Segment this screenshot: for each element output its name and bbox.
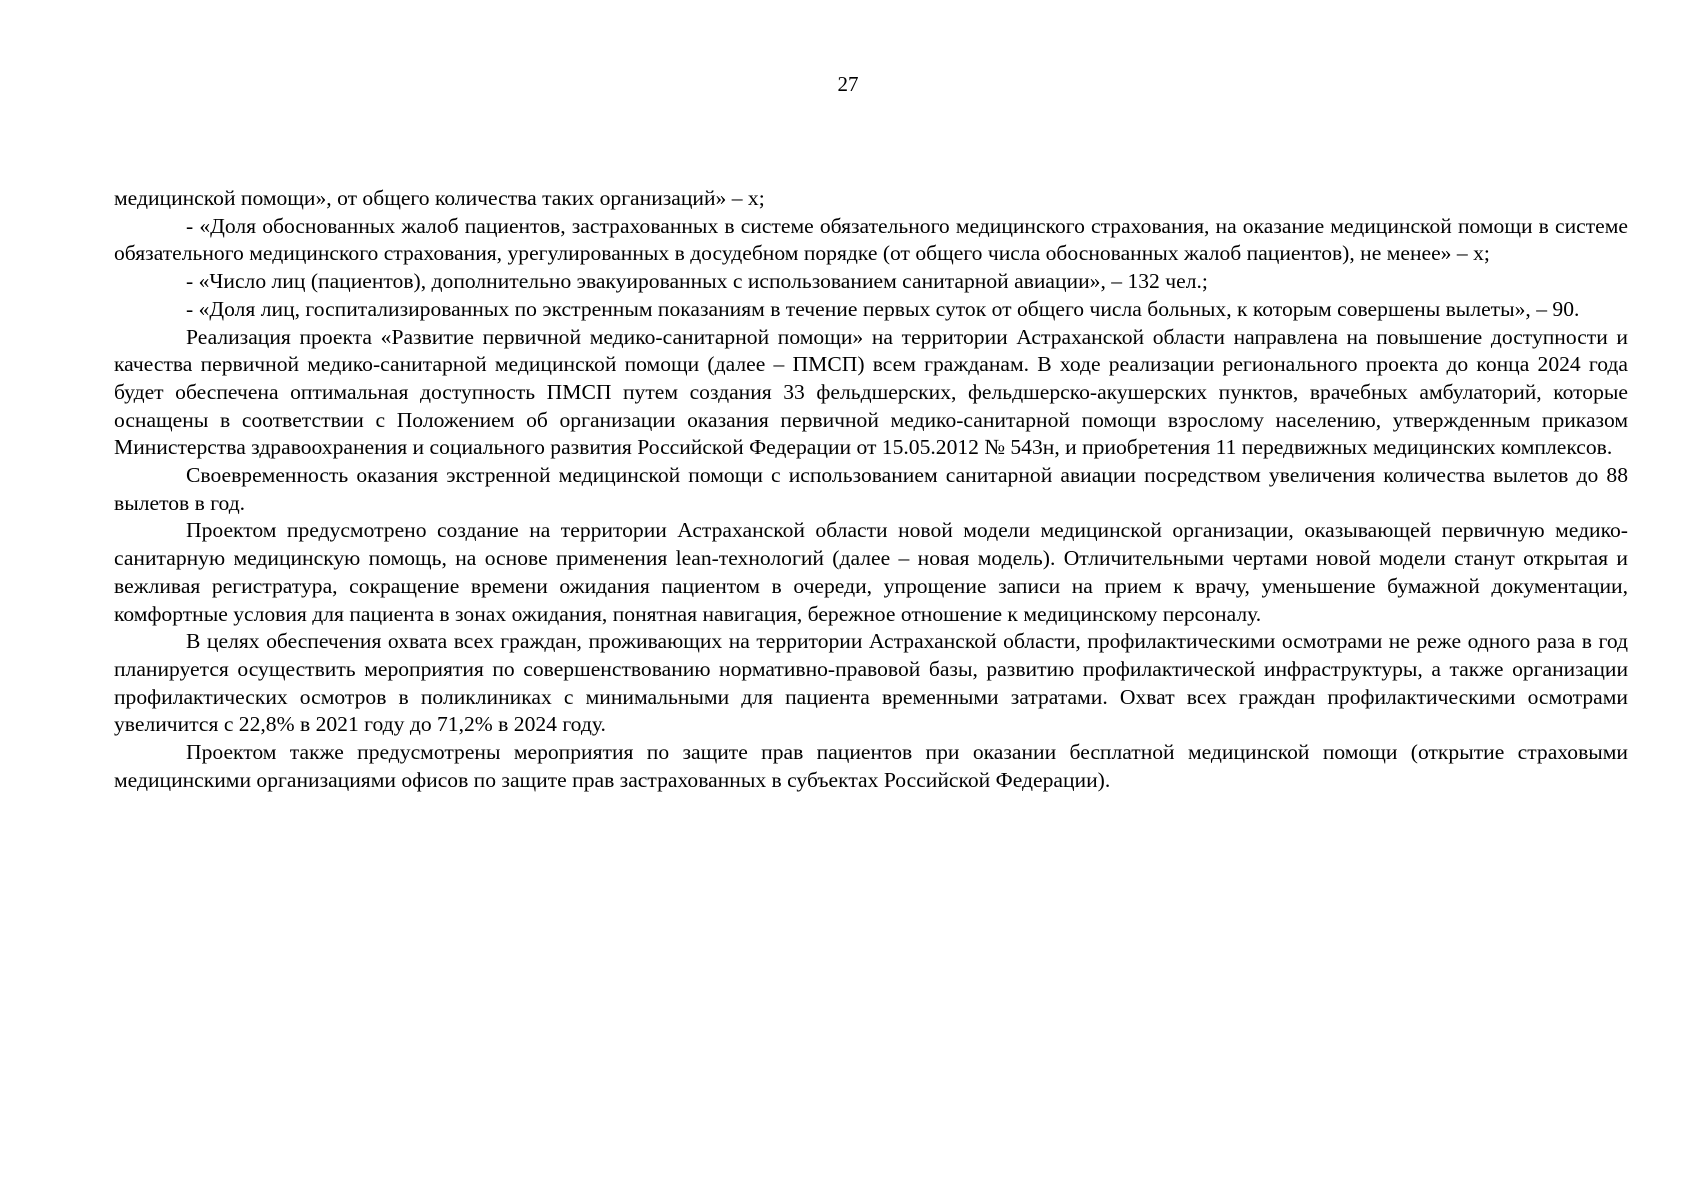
paragraph-continuation: медицинской помощи», от общего количества таких организаций» – х; bbox=[114, 186, 765, 210]
paragraph-new-model: Проектом предусмотрено создание на территории Астраханской области новой модели медицинской организации, оказывающей первичную медико-санитарную медицинскую помощь, на основе применения lean-технологий (далее – новая модель). Отличительными чертами новой модели станут открытая и вежливая регистратура, сокращение времени ожидания пациентом в очереди, упрощение записи на прием к врачу, уменьшение бумажной документации, комфортные условия для пациента в зонах ожидания, понятная навигация, бережное отношение к медицинскому персоналу. bbox=[114, 518, 1628, 626]
paragraph-primary-care-project: Реализация проекта «Развитие первичной медико-санитарной помощи» на территории Астраханской области направлена на повышение доступности и качества первичной медико-санитарной медицинской помощи (далее – ПМСП) всем гражданам. В ходе реализации регионального проекта до конца 2024 года будет обеспечена оптимальная доступность ПМСП путем создания 33 фельдшерских, фельдшерско-акушерских пунктов, врачебных амбулаторий, которые оснащены в соответствии с Положением об организации оказания первичной медико-санитарной помощи взрослому населению, утвержденным приказом Министерства здравоохранения и социального развития Российской Федерации от 15.05.2012 № 543н, и приобретения 11 передвижных медицинских комплексов. bbox=[114, 324, 1628, 460]
document-body bbox=[114, 185, 1628, 794]
list-item-complaints-share: - «Доля обоснованных жалоб пациентов, застрахованных в системе обязательного медицинского страхования, на оказание медицинской помощи в системе обязательного медицинского страхования, урегулированных в досудебном порядке (от общего числа обоснованных жалоб пациентов), не менее» – х; bbox=[114, 213, 1628, 266]
paragraph-patient-rights: Проектом также предусмотрены мероприятия по защите прав пациентов при оказании бесплатной медицинской помощи (открытие страховыми медицинскими организациями офисов по защите прав застрахованных в субъектах Российской Федерации). bbox=[114, 740, 1628, 792]
paragraph-air-ambulance: Своевременность оказания экстренной медицинской помощи с использованием санитарной авиации посредством увеличения количества вылетов до 88 вылетов в год. bbox=[114, 463, 1628, 515]
list-item-hospitalized-share: - «Доля лиц, госпитализированных по экстренным показаниям в течение первых суток от общего числа больных, к которым совершены вылеты», – 90. bbox=[186, 296, 1580, 321]
list-item-evacuated-count: - «Число лиц (пациентов), дополнительно эвакуированных с использованием санитарной авиации», – 132 чел.; bbox=[186, 269, 1208, 294]
paragraph-preventive-exams: В целях обеспечения охвата всех граждан, проживающих на территории Астраханской области, профилактическими осмотрами не реже одного раза в год планируется осуществить мероприятия по совершенствованию нормативно-правовой базы, развитию профилактической инфраструктуры, а также организации профилактических осмотров в поликлиниках с минимальными для пациента временными затратами. Охват всех граждан профилактическими осмотрами увеличится с 22,8% в 2021 году до 71,2% в 2024 году. bbox=[114, 629, 1628, 737]
page-number: 27 bbox=[837, 72, 859, 96]
